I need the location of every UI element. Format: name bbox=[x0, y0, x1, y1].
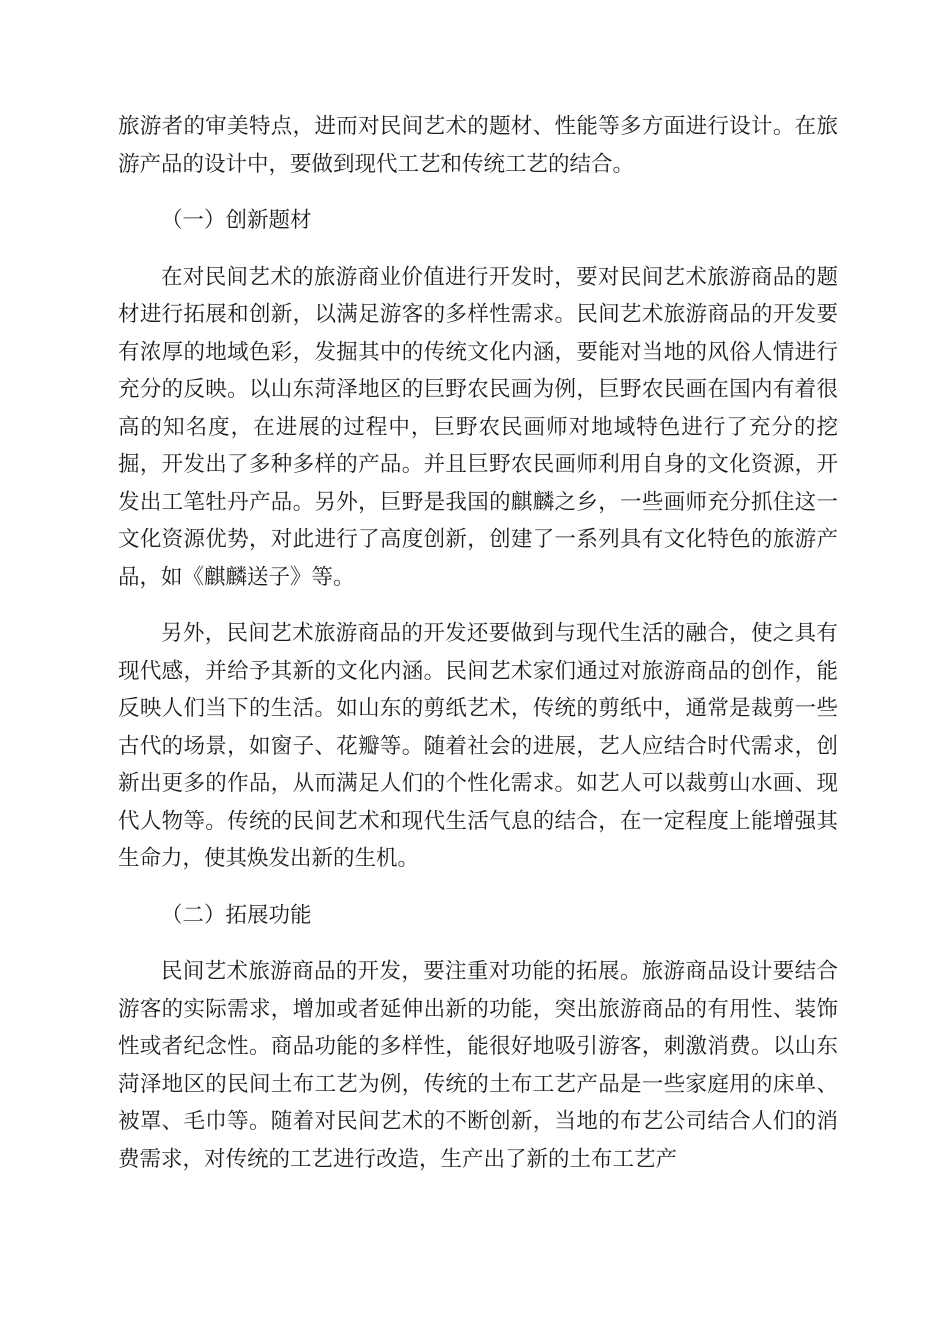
section-heading-expand-functions: （二）拓展功能 bbox=[161, 902, 312, 928]
paragraph-modern-life: 另外，民间艺术旅游商品的开发还要做到与现代生活的融合，使之具有现代感，并给予其新的文化内涵。民间艺术家们通过对旅游商品的创作，能反映人们当下的生活。如山东的剪纸艺术，传统的剪纸中，通常是裁剪一些古代的场景，如窗子、花瓣等。随着社会的进展，艺人应结合时代需求，创新出更多的作品，从而满足人们的个性化需求。如艺人可以裁剪山水画、现代人物等。传统的民间艺术和现代生活气息的结合，在一定程度上能增强其生命力，使其焕发出新的生机。 bbox=[118, 621, 838, 871]
document-body bbox=[118, 108, 838, 1197]
section-heading-innovate-themes: （一）创新题材 bbox=[161, 208, 312, 233]
paragraph-themes: 在对民间艺术的旅游商业价值进行开发时，要对民间艺术旅游商品的题材进行拓展和创新，以满足游客的多样性需求。民间艺术旅游商品的开发要有浓厚的地域色彩，发掘其中的传统文化内涵，要能对当地的风俗人情进行充分的反映。以山东菏泽地区的巨野农民画为例，巨野农民画在国内有着很高的知名度，在进展的过程中，巨野农民画师对地域特色进行了充分的挖掘，开发出了多种多样的产品。并且巨野农民画师利用自身的文化资源，开发出工笔牡丹产品。另外，巨野是我国的麒麟之乡，一些画师充分抓住这一文化资源优势，对此进行了高度创新，创建了一系列具有文化特色的旅游产品，如《麒麟送子》等。 bbox=[118, 264, 838, 590]
paragraph-continued: 旅游者的审美特点，进而对民间艺术的题材、性能等多方面进行设计。在旅游产品的设计中，要做到现代工艺和传统工艺的结合。 bbox=[118, 114, 838, 177]
paragraph-functions: 民间艺术旅游商品的开发，要注重对功能的拓展。旅游商品设计要结合游客的实际需求，增加或者延伸出新的功能，突出旅游商品的有用性、装饰性或者纪念性。商品功能的多样性，能很好地吸引游客，刺激消费。以山东菏泽地区的民间土布工艺为例，传统的土布工艺产品是一些家庭用的床单、被罩、毛巾等。随着对民间艺术的不断创新，当地的布艺公司结合人们的消费需求，对传统的工艺进行改造，生产出了新的土布工艺产 bbox=[118, 959, 838, 1172]
